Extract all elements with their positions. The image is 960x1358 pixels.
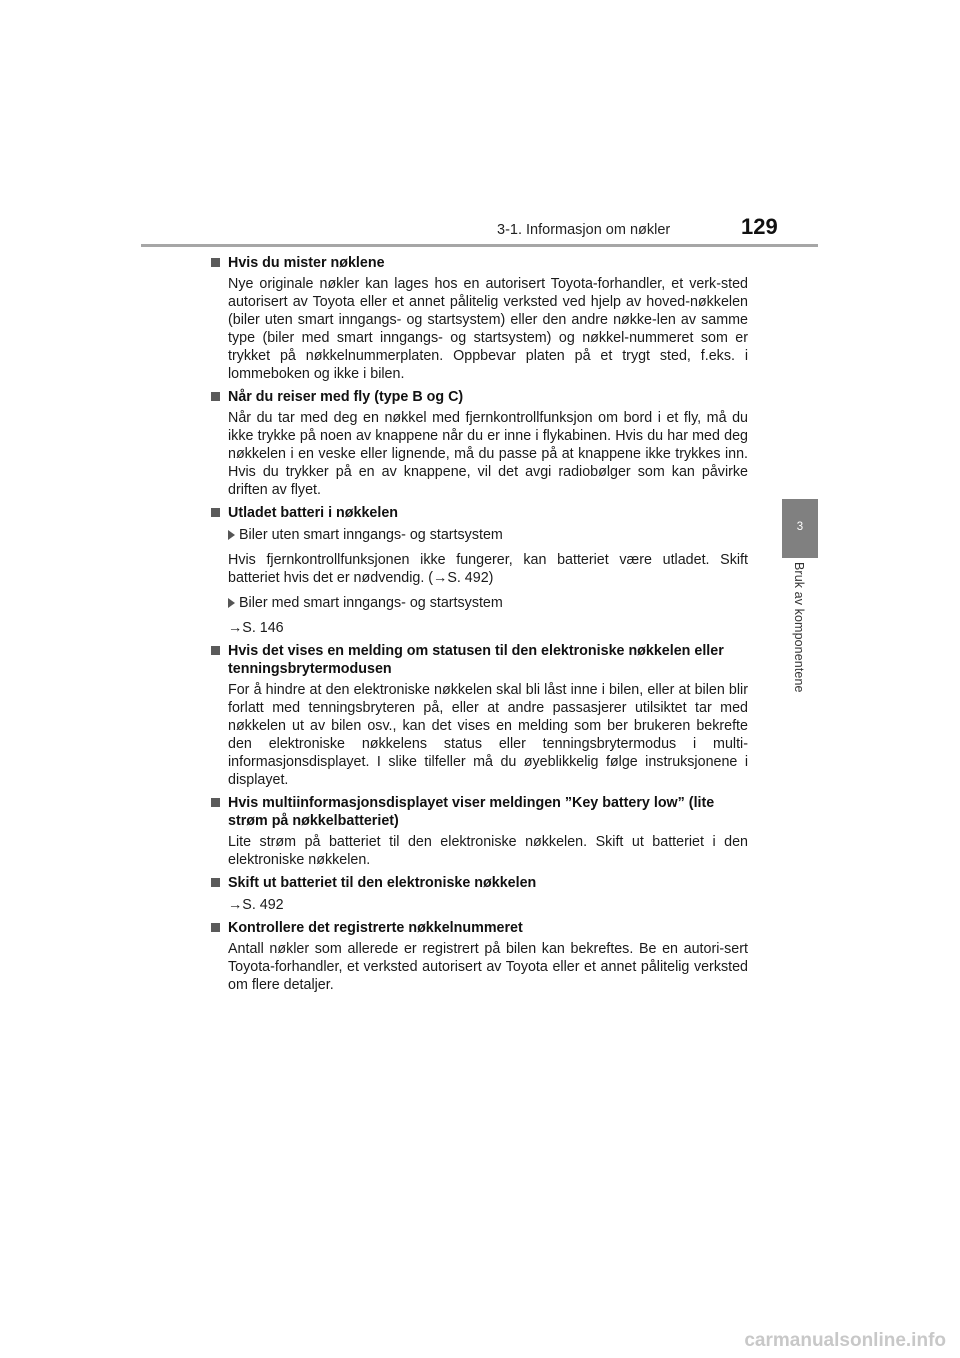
section-text: Antall nøkler som allerede er registrert på bilen kan bekreftes. Be en autori-sert Toyota-forhandler, et verksted autorisert av Toyota eller et annet pålitelig verksted om flere detaljer.: [228, 941, 748, 993]
section-heading: Utladet batteri i nøkkelen: [210, 504, 748, 522]
section-air-travel: [210, 388, 748, 499]
chapter-tab-number: 3: [796, 521, 804, 533]
chapter-tab[interactable]: [782, 499, 818, 558]
section-depleted-battery: [210, 504, 748, 637]
section-registered-key-number: [210, 919, 748, 994]
subheading-without-smart-entry: Biler uten smart inngangs- og startsystem: [228, 526, 748, 544]
section-text: For å hindre at den elektroniske nøkkelen skal bli låst inne i bilen, eller at bilen blir forlatt med tenningsbryteren på, eller at andre passasjerer utilsiktet tar med nøkkelen ut av bilen osv., kan det vises en melding som ber brukeren bekrefte den elektroniske nøkkelens status eller tenningsbrytermodus i multi-informasjonsdisplayet. I slike tilfeller må du øyeblikkelig følge instruksjonene i displayet.: [228, 682, 748, 788]
section-text: Når du tar med deg en nøkkel med fjernkontrollfunksjon om bord i et fly, må du ikke trykke på noen av knappene når du er inne i flykabinen. Hvis du har med deg nøkkelen i en veske eller lignende, må du passe på at knappene ikke trykkes inn. Hvis du trykker på en av knappene, vil det avgi radiobølger som kan påvirke driften av flyet.: [228, 410, 748, 498]
page-number: 129: [741, 214, 778, 239]
page-content: [210, 254, 748, 999]
header-divider: [141, 244, 818, 247]
section-heading: Hvis det vises en melding om statusen til den elektroniske nøkkelen eller tenningsbrytermodusen: [210, 642, 748, 678]
section-heading: Når du reiser med fly (type B og C): [210, 388, 748, 406]
section-replace-battery: [210, 874, 748, 914]
square-bullet-icon: [211, 258, 220, 267]
page-reference-link[interactable]: →S. 146: [228, 620, 284, 636]
square-bullet-icon: [211, 392, 220, 401]
section-heading: Hvis multiinformasjonsdisplayet viser meldingen ”Key battery low” (lite strøm på nøkkelbatteriet): [210, 794, 748, 830]
section-text: Nye originale nøkler kan lages hos en autorisert Toyota-forhandler, et verk-sted autorisert av Toyota eller et annet pålitelig verksted ved hjelp av hoved-nøkkelen (biler uten smart inngangs- og startsystem) eller den andre nøkke-len av samme type (biler med smart inngangs- og startsystem) og nøkkel-nummeret som er trykket på nøkkelnummerplaten. Oppbevar platen på et trygt sted, f.eks. i lommeboken og ikke i bilen.: [228, 276, 748, 382]
section-key-status-message: [210, 642, 748, 789]
triangle-bullet-icon: [228, 598, 235, 608]
section-text: Hvis fjernkontrollfunksjonen ikke fungerer, kan batteriet være utladet. Skift batteriet hvis det er nødvendig. (→S. 492): [228, 552, 748, 586]
page-reference-link[interactable]: →S. 492: [228, 897, 284, 913]
section-lost-keys: [210, 254, 748, 383]
square-bullet-icon: [211, 798, 220, 807]
square-bullet-icon: [211, 923, 220, 932]
square-bullet-icon: [211, 878, 220, 887]
watermark: carmanualsonline.info: [744, 1330, 946, 1351]
subheading-with-smart-entry: Biler med smart inngangs- og startsystem: [228, 594, 748, 612]
section-heading: Skift ut batteriet til den elektroniske nøkkelen: [210, 874, 748, 892]
section-heading: Kontrollere det registrerte nøkkelnummeret: [210, 919, 748, 937]
section-heading: Hvis du mister nøklene: [210, 254, 748, 272]
chapter-label: Bruk av komponentene: [792, 562, 806, 693]
section-title: 3-1. Informasjon om nøkler: [497, 222, 671, 238]
triangle-bullet-icon: [228, 530, 235, 540]
square-bullet-icon: [211, 508, 220, 517]
section-text: Lite strøm på batteriet til den elektroniske nøkkelen. Skift ut batteriet i den elektroniske nøkkelen.: [228, 834, 748, 868]
square-bullet-icon: [211, 646, 220, 655]
section-key-battery-low: [210, 794, 748, 869]
